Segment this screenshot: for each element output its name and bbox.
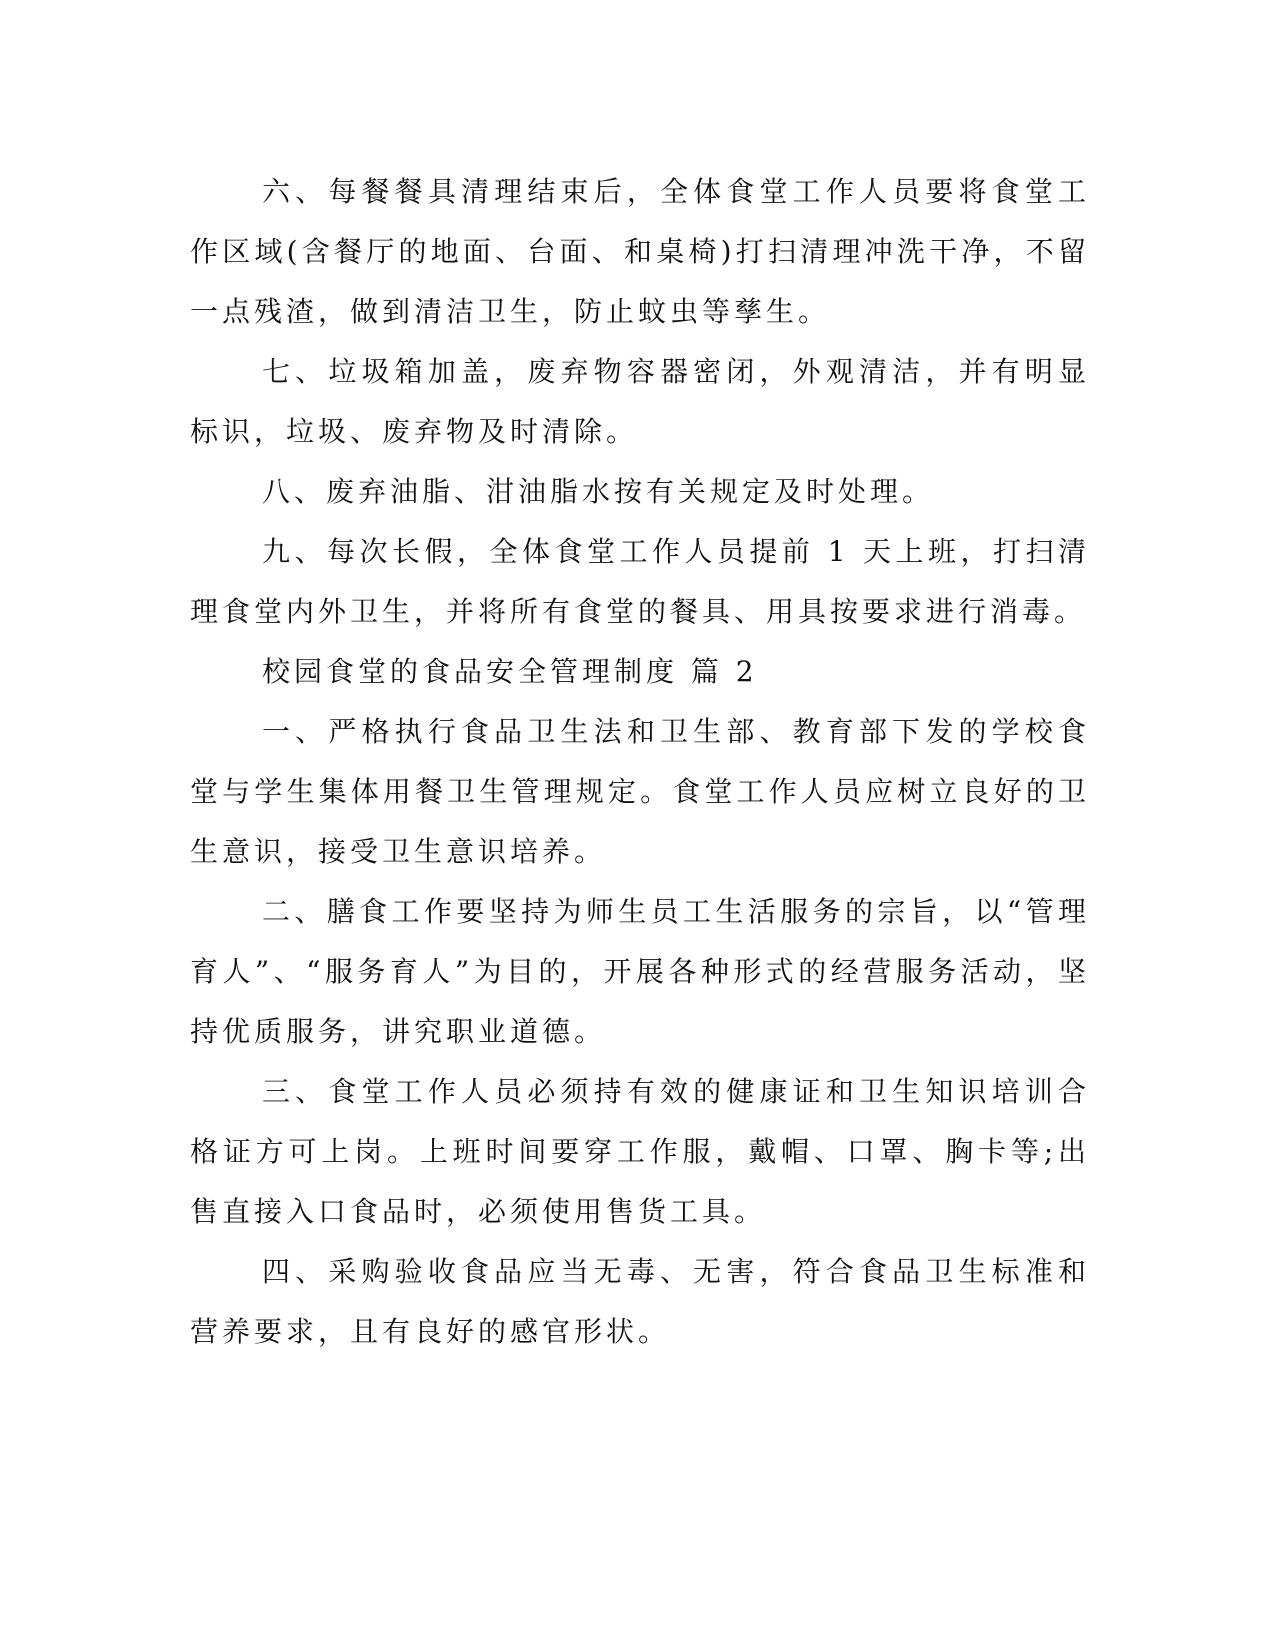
paragraph-item-8: 八、废弃油脂、泔油脂水按有关规定及时处理。 xyxy=(262,475,935,508)
paragraph-item-6: 六、每餐餐具清理结束后，全体食堂工作人员要将食堂工作区域(含餐厅的地面、台面、和桌椅)打扫清理冲洗干净，不留一点残渣，做到清洁卫生，防止蚊虫等孳生。 xyxy=(190,175,1090,328)
paragraph-item-2: 二、膳食工作要坚持为师生员工生活服务的宗旨，以“管理育人”、“服务育人”为目的，开展各种形式的经营服务活动，坚持优质服务，讲究职业道德。 xyxy=(190,895,1090,1048)
paragraph-item-4: 四、采购验收食品应当无毒、无害，符合食品卫生标准和营养要求，且有良好的感官形状。 xyxy=(190,1255,1090,1348)
paragraph-item-9: 九、每次长假，全体食堂工作人员提前 1 天上班，打扫清理食堂内外卫生，并将所有食堂的餐具、用具按要求进行消毒。 xyxy=(190,535,1090,628)
section-heading: 校园食堂的食品安全管理制度 篇 2 xyxy=(262,655,758,688)
document-body xyxy=(190,162,1090,1362)
paragraph-item-3: 三、食堂工作人员必须持有效的健康证和卫生知识培训合格证方可上岗。上班时间要穿工作服，戴帽、口罩、胸卡等;出售直接入口食品时，必须使用售货工具。 xyxy=(190,1075,1090,1228)
paragraph-item-1: 一、严格执行食品卫生法和卫生部、教育部下发的学校食堂与学生集体用餐卫生管理规定。食堂工作人员应树立良好的卫生意识，接受卫生意识培养。 xyxy=(190,715,1090,868)
paragraph-item-7: 七、垃圾箱加盖，废弃物容器密闭，外观清洁，并有明显标识，垃圾、废弃物及时清除。 xyxy=(190,355,1090,448)
